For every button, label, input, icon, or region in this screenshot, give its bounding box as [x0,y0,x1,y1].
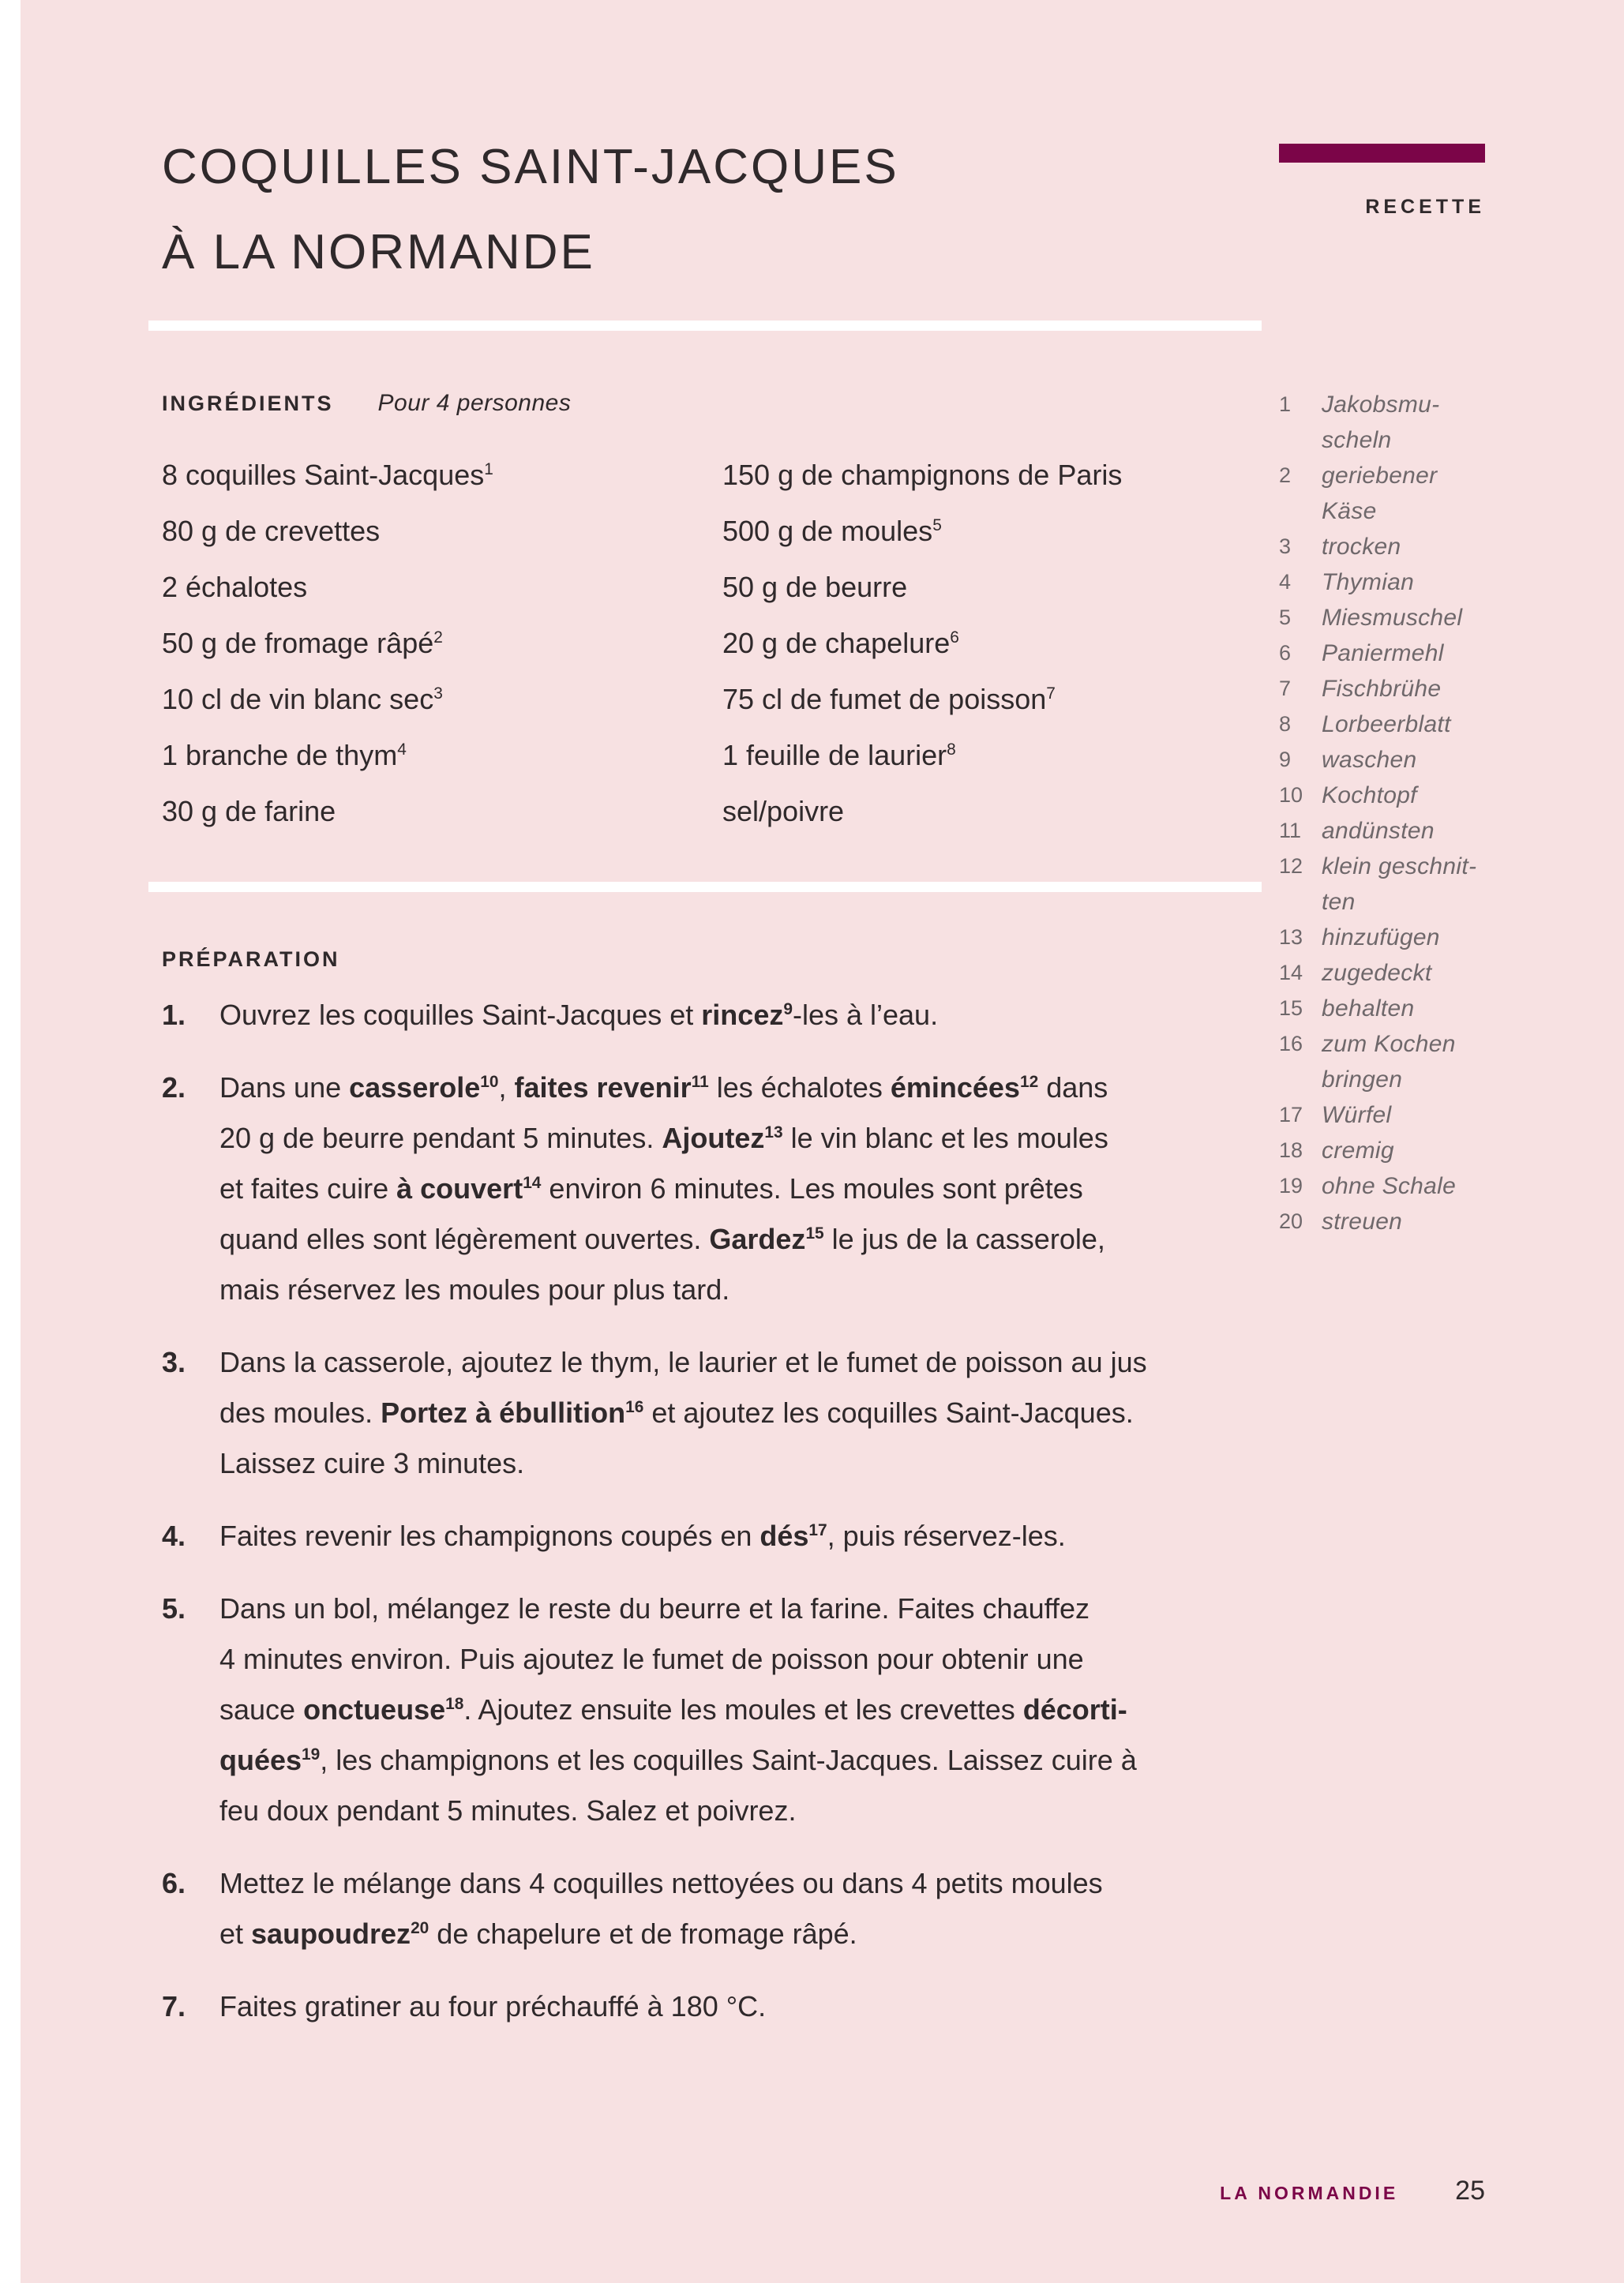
vocab-item [1279,564,1563,600]
vocab-item [1279,707,1563,742]
step-text: Mettez le mélange dans 4 coquilles nettoyées ou dans 4 petits moules et saupoudrez$^{20}$ de chapelure et de fromage râpé. [219,1867,1103,1950]
vocab-number: 2 [1279,463,1292,487]
page-number: 25 [1455,2176,1485,2206]
vocab-word: trocken [1322,534,1401,560]
vocab-number: 17 [1279,1103,1303,1127]
ingredients-heading: INGRÉDIENTS [162,392,334,415]
vocab-word: Würfel [1322,1102,1392,1128]
vocab-item [1279,1168,1563,1204]
ingredients-header [162,390,571,417]
ingredient-item: 75 cl de fumet de poisson$^7$ [722,683,1056,715]
vocab-item [1279,920,1563,955]
ingredient-item: 50 g de fromage râpé$^2$ [162,627,443,659]
vocab-number: 11 [1279,819,1302,842]
vocab-word: streuen [1322,1209,1403,1235]
ingredients-col-right [722,447,1267,839]
ingredient-item: 50 g de beurre [722,571,908,603]
vocab-word: andünsten [1322,818,1435,844]
step-item [162,1858,1283,1959]
vocab-word: zum Kochen bringen [1322,1031,1456,1093]
step-item [162,1337,1283,1489]
vocab-number: 12 [1279,854,1303,878]
vocab-word: Fischbrühe [1322,676,1442,702]
step-number: 7. [162,1990,186,2022]
vocab-item [1279,1133,1563,1168]
vocab-number: 19 [1279,1174,1303,1198]
ingredients-list [162,447,1267,839]
step-text: Ouvrez les coquilles Saint-Jacques et rincez$^9$-les à l’eau. [219,999,939,1031]
vocab-item [1279,529,1563,564]
footer-section-label: LA NORMANDIE [1220,2183,1399,2203]
step-item [162,1063,1283,1315]
preparation-header [162,947,340,972]
vocab-item [1279,849,1563,920]
vocab-word: behalten [1322,995,1415,1022]
vocab-item [1279,991,1563,1026]
step-text: Dans une casserole$^{10}$, faites revenir$^{11}$ les échalotes émincées$^{12}$ dans 20 g de beurre pendant 5 minutes. Ajoutez$^{13}$ le vin blanc et les moules et faites cuire à couvert$^{14}$ environ 6 minutes. Les moules sont prêtes quand elles sont légèrement ouvertes. Gardez$^{15}$ le jus de la casserole, mais réservez les moules pour plus tard. [219,1071,1108,1306]
vocab-item [1279,600,1563,635]
step-number: 3. [162,1346,186,1378]
vocab-word: zugedeckt [1322,960,1432,986]
step-text: Dans un bol, mélangez le reste du beurre et la farine. Faites chauffez 4 minutes environ. Puis ajoutez le fumet de poisson pour obtenir une sauce onctueuse$^{18}$. Ajoutez ensuite les moules et les crevettes décorti- quées$^{19}$, les champignons et les coquilles Saint-Jacques. Laissez cuire à feu doux pendant 5 minutes. Salez et poivrez. [219,1592,1137,1827]
vocab-word: Kochtopf [1322,782,1417,808]
ingredient-item: 1 feuille de laurier$^8$ [722,739,956,771]
preparation-steps [162,990,1283,2054]
vocab-number: 14 [1279,961,1303,984]
step-text: Faites revenir les champignons coupés en dés$^{17}$, puis réservez-les. [219,1520,1066,1552]
vocab-item [1279,955,1563,991]
step-number: 2. [162,1071,186,1104]
ingredient-item: 1 branche de thym$^4$ [162,739,407,771]
step-number: 6. [162,1867,186,1899]
step-item [162,1511,1283,1561]
ingredient-item: 20 g de chapelure$^6$ [722,627,959,659]
recipe-title-line-2: À LA NORMANDE [162,225,595,279]
step-text: Dans la casserole, ajoutez le thym, le laurier et le fumet de poisson au jus des moules. Portez à ébullition$^{16}$ et ajoutez les coquilles Saint-Jacques. Laissez cuire 3 minutes. [219,1346,1147,1479]
vocab-item [1279,671,1563,707]
vocab-word: hinzufügen [1322,924,1440,950]
step-text: Faites gratiner au four préchauffé à 180 °C. [219,1990,767,2022]
ingredient-item: sel/poivre [722,795,845,827]
vocab-number: 10 [1279,783,1303,807]
vocab-number: 3 [1279,534,1292,558]
vocab-word: Paniermehl [1322,640,1444,666]
vocab-item [1279,458,1563,529]
accent-bar [1279,144,1485,163]
page-footer [1220,2176,1485,2206]
ingredient-item: 150 g de champignons de Paris [722,459,1123,491]
ingredient-item: 30 g de farine [162,795,336,827]
step-item [162,990,1283,1040]
vocab-number: 13 [1279,925,1303,949]
vocab-number: 20 [1279,1209,1303,1233]
vocab-word: Miesmuschel [1322,605,1463,631]
ingredient-item: 500 g de moules$^5$ [722,515,942,547]
vocab-number: 4 [1279,570,1292,594]
recipe-title-line-1: COQUILLES SAINT-JACQUES [162,140,899,194]
vocab-number: 8 [1279,712,1292,736]
preparation-heading: PRÉPARATION [162,947,340,971]
divider-rule-bottom [148,882,1262,892]
vocab-item [1279,778,1563,813]
vocab-word: cremig [1322,1138,1394,1164]
vocab-word: geriebener Käse [1322,463,1438,524]
vocab-item [1279,387,1563,458]
vocab-word: ohne Schale [1322,1173,1457,1199]
step-number: 4. [162,1520,186,1552]
vocab-number: 6 [1279,641,1292,665]
vocab-word: klein geschnit- ten [1322,853,1477,915]
vocab-number: 16 [1279,1032,1303,1055]
vocab-item [1279,742,1563,778]
vocab-word: Lorbeerblatt [1322,711,1451,737]
serving-note: Pour 4 personnes [377,390,572,416]
vocab-item [1279,813,1563,849]
divider-rule-top [148,321,1262,331]
ingredients-col-left [162,447,722,839]
vocab-number: 7 [1279,677,1292,700]
ingredient-item: 8 coquilles Saint-Jacques$^1$ [162,459,493,491]
recipe-title [162,125,899,295]
vocab-item [1279,1204,1563,1239]
vocab-item [1279,635,1563,671]
step-item [162,1584,1283,1836]
step-number: 5. [162,1592,186,1625]
vocab-item [1279,1026,1563,1097]
step-item [162,1981,1283,2032]
vocab-word: waschen [1322,747,1417,773]
vocab-number: 15 [1279,996,1303,1020]
vocab-item [1279,1097,1563,1133]
vocab-word: Jakobsmu- scheln [1322,392,1440,453]
ingredient-item: 10 cl de vin blanc $\sec^3$ [162,683,443,715]
vocab-number: 9 [1279,748,1292,771]
step-number: 1. [162,999,186,1031]
vocab-number: 18 [1279,1138,1303,1162]
recipe-tag: RECETTE [1365,196,1485,218]
vocab-list [1279,387,1563,1239]
vocab-word: Thymian [1322,569,1415,595]
ingredient-item: 2 échalotes [162,571,308,603]
vocab-number: 5 [1279,605,1292,629]
ingredient-item: 80 g de crevettes [162,515,381,547]
vocab-number: 1 [1279,392,1292,416]
